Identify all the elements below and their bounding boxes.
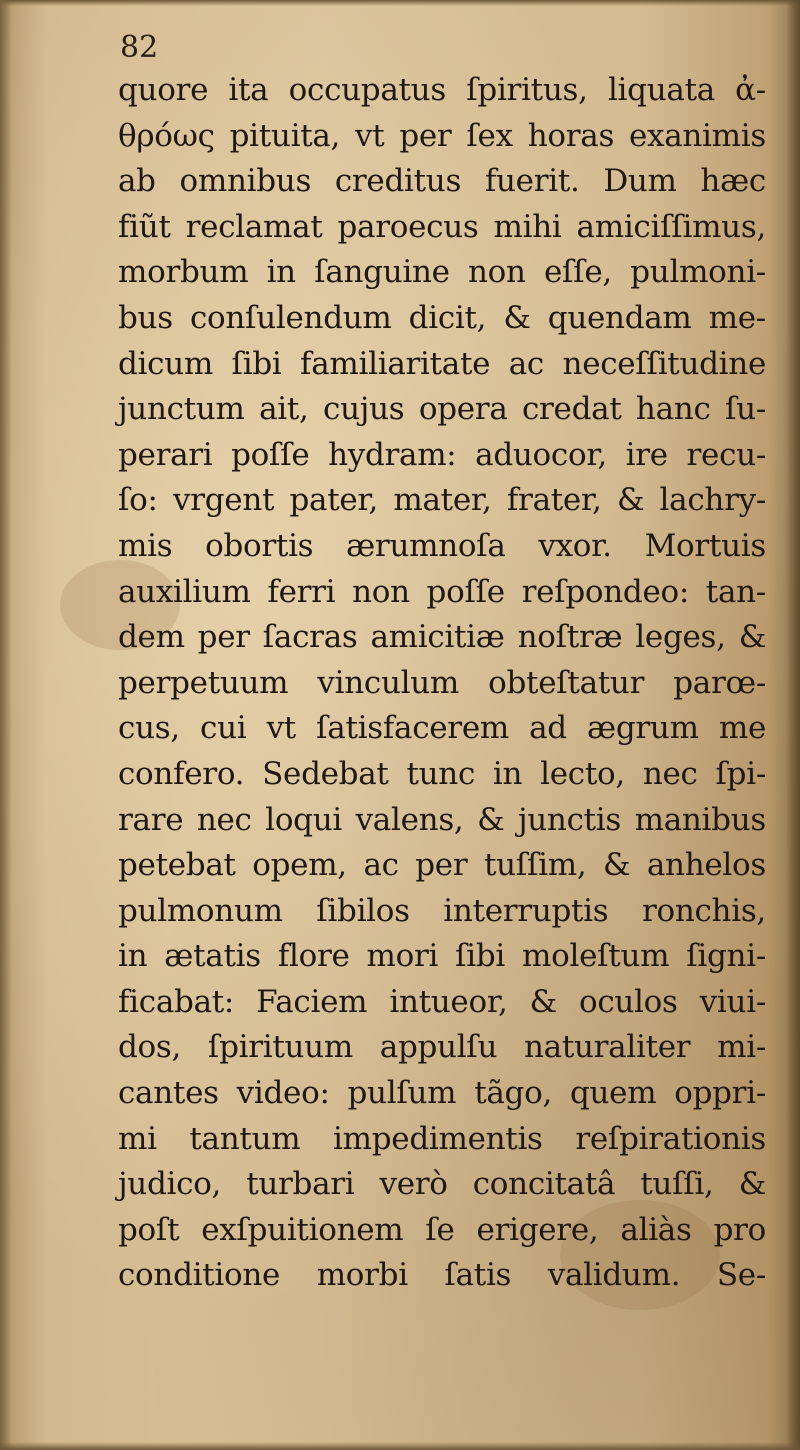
text-line: mis obortis ærumnoſa vxor. Mortuis <box>118 527 766 564</box>
text-line: pulmonum ſibilos interruptis ronchis, <box>118 892 766 929</box>
text-line: in ætatis flore mori ſibi moleſtum ſigni- <box>118 938 766 975</box>
page-left-edge <box>0 0 12 1450</box>
text-line: cantes video: pulſum tãgo, quem oppri- <box>118 1075 766 1112</box>
text-line: mi tantum impedimentis reſpirationis <box>118 1120 766 1157</box>
text-line: confero. Sedebat tunc in lecto, nec ſpi- <box>118 755 766 792</box>
text-line: ab omnibus creditus fuerit. Dum hæc <box>118 163 766 200</box>
page-number: 82 <box>120 30 159 65</box>
text-line: conditione morbi ſatis validum. Se- <box>118 1257 766 1294</box>
text-line: petebat opem, ac per tuſſim, & anhelos <box>118 847 766 884</box>
text-line: dem per ſacras amicitiæ noſtræ leges, & <box>118 619 766 656</box>
text-line: θρόως pituita, vt per ſex horas exanimis <box>118 117 766 154</box>
text-line: cus, cui vt ſatisfacerem ad ægrum me <box>118 710 766 747</box>
text-line: fiũt reclamat paroecus mihi amiciſſimus, <box>118 208 766 245</box>
text-line: ſo: vrgent pater, mater, frater, & lachry- <box>118 482 766 519</box>
text-line: perari poſſe hydram: aduocor, ire recu- <box>118 436 766 473</box>
text-line: junctum ait, cujus opera credat hanc ſu- <box>118 391 766 428</box>
page-top-edge <box>0 0 800 6</box>
text-line: poſt exſpuitionem ſe erigere, aliàs pro <box>118 1211 766 1248</box>
page-bottom-edge <box>0 1442 800 1450</box>
text-line: bus conſulendum dicit, & quendam me- <box>118 299 766 336</box>
text-line: quore ita occupatus ſpiritus, liquata ἀ- <box>118 72 766 108</box>
text-line: dos, ſpirituum appulſu naturaliter mi- <box>118 1029 766 1066</box>
text-line: judico, turbari verò concitatâ tuſſi, & <box>118 1166 766 1203</box>
text-line: morbum in ſanguine non eſſe, pulmoni- <box>118 254 766 291</box>
text-line: auxilium ferri non poſſe reſpondeo: tan- <box>118 573 766 610</box>
text-line: ficabat: Faciem intueor, & oculos viui- <box>118 983 766 1020</box>
text-line: dicum ſibi familiaritate ac neceſſitudine <box>118 345 766 382</box>
body-text <box>118 68 766 1299</box>
text-line: rare nec loqui valens, & junctis manibus <box>118 801 766 838</box>
text-line: perpetuum vinculum obteſtatur parœ- <box>118 664 766 701</box>
page-right-edge <box>786 0 800 1450</box>
